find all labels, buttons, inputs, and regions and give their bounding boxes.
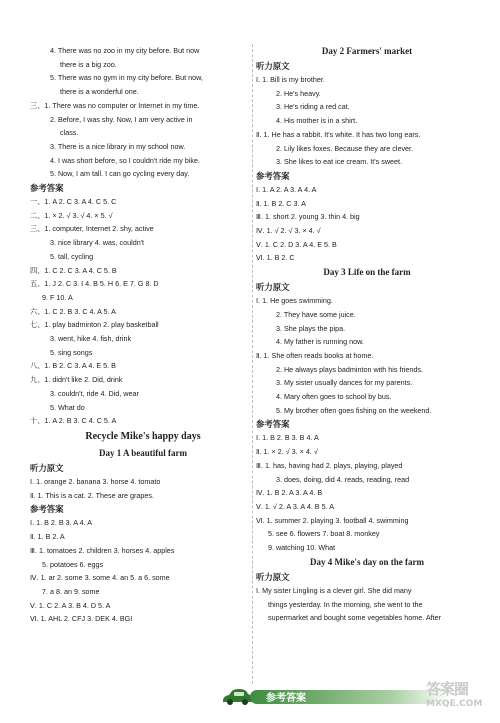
text-line: 一、1. A 2. C 3. A 4. C 5. C xyxy=(30,197,117,207)
text-line: Ⅴ. 1. C 2. A 3. B 4. D 5. A xyxy=(30,600,111,610)
day1-title: Day 1 A beautiful farm xyxy=(98,447,187,458)
text-line: 4. His mother is in a shirt. xyxy=(276,116,358,126)
text-line: 4. I was short before, so I couldn't ride my bike. xyxy=(50,155,200,165)
text-line: Ⅴ. 1. √ 2. A 3. A 4. B 5. A xyxy=(256,501,334,511)
text-line: Ⅰ. 1. B 2. B 3. B 4. A xyxy=(256,433,319,443)
watermark-bottom: MXQE.COM xyxy=(426,699,483,709)
text-line: Ⅳ. 1. ar 2. some 3. some 4. an 5. a 6. some xyxy=(30,573,170,583)
text-line: Ⅱ. 1. B 2. C 3. A xyxy=(256,198,306,208)
text-line: Ⅲ. 1. tomatoes 2. children 3. horses 4. apples xyxy=(30,545,175,555)
text-line: 八、1. B 2. C 3. A 4. E 5. B xyxy=(30,361,116,371)
text-line: Ⅵ. 1. AHL 2. CFJ 3. DEK 4. BGI xyxy=(30,614,133,624)
text-line: 2. Before, I was shy. Now, I am very active in xyxy=(50,114,193,124)
day3-listening-block xyxy=(256,294,478,417)
text-line: 九、1. didn't like 2. Did, drink xyxy=(30,375,123,385)
text-line: 4. My father is running now. xyxy=(276,337,364,347)
text-line: Ⅱ. 1. B 2. A xyxy=(30,532,65,542)
text-line: Ⅵ. 1. B 2. C xyxy=(256,253,295,263)
text-line: Ⅱ. 1. He has a rabbit. It's white. It has two long ears. xyxy=(256,129,421,139)
right-column xyxy=(256,44,478,625)
footer-label: 参考答案 xyxy=(266,693,306,704)
text-line: Ⅴ. 1. C 2. D 3. A 4. E 5. B xyxy=(256,239,337,249)
text-line: 3. does, doing, did 4. reads, reading, read xyxy=(276,474,410,484)
text-line: 3. She likes to eat ice cream. It's sweet. xyxy=(276,157,403,167)
text-line: Ⅰ. 1. B 2. B 3. A 4. A xyxy=(30,518,93,528)
text-line: 7. a 8. an 9. some xyxy=(42,586,100,596)
text-line: 2. He always plays badminton with his friends. xyxy=(276,364,424,374)
text-line: Ⅰ. 1. Bill is my brother. xyxy=(256,75,325,84)
text-line: Ⅱ. 1. This is a cat. 2. These are grapes. xyxy=(30,490,154,500)
text-line: 四、1. C 2. C 3. A 4. C 5. B xyxy=(30,265,117,275)
text-line: 2. They have some juice. xyxy=(276,309,356,319)
day4-title: Day 4 Mike's day on the farm xyxy=(310,556,424,567)
text-line: 4. There was no zoo in my city before. But now xyxy=(50,46,200,55)
text-line: 9. watching 10. What xyxy=(268,543,336,553)
text-line: things yesterday. In the morning, she went to the xyxy=(268,599,423,609)
day3-listening-heading: 听力原文 xyxy=(256,282,290,293)
answer-heading: 参考答案 xyxy=(30,504,64,515)
text-line: 五、1. J 2. C 3. I 4. B 5. H 6. E 7. G 8. D xyxy=(30,279,159,289)
text-line: 二、1. × 2. √ 3. √ 4. × 5. √ xyxy=(30,210,113,220)
text-line: 3. There is a nice library in my school now. xyxy=(50,141,186,151)
text-line: Ⅳ. 1. √ 2. √ 3. × 4. √ xyxy=(256,226,321,236)
day3-answers-block xyxy=(256,431,478,554)
text-line: 3. She plays the pipa. xyxy=(276,323,346,333)
day2-answers-block xyxy=(256,183,478,265)
day3-answer-heading: 参考答案 xyxy=(256,419,290,430)
text-line: 2. Lily likes foxes. Because they are clever. xyxy=(276,143,414,153)
left-column xyxy=(30,44,256,626)
text-line: Ⅰ. 1. He goes swimming. xyxy=(256,296,333,306)
day2-listening-heading: 听力原文 xyxy=(256,61,290,71)
text-line: 5. There was no gym in my city before. But now, xyxy=(50,73,203,83)
day1-answers-block xyxy=(30,516,256,626)
text-line: Ⅲ. 1. has, having had 2. plays, playing, played xyxy=(256,460,403,470)
text-line: there is a wonderful one. xyxy=(60,87,139,97)
text-line: 9. F 10. A xyxy=(42,292,73,302)
section-heading: 参考答案 xyxy=(30,183,64,194)
text-line: 5. Now, I am tall. I can go cycling every day. xyxy=(50,169,190,179)
car-icon xyxy=(220,688,254,706)
left-lines-block xyxy=(30,44,256,428)
text-line: 十、1. A 2. B 3. C 4. C 5. A xyxy=(30,416,117,426)
text-line: 3. My sister usually dances for my parents. xyxy=(276,378,413,388)
text-line: 5. sing songs xyxy=(50,347,93,357)
text-line: 4. Mary often goes to school by bus. xyxy=(276,392,392,402)
text-line: 三、1. There was no computer or Internet in my time. xyxy=(30,100,200,110)
text-line: 5. My brother often goes fishing on the weekend. xyxy=(276,405,432,415)
day4-listening-heading: 听力原文 xyxy=(256,571,290,582)
recycle-title: Recycle Mike's happy days xyxy=(85,430,201,442)
text-line: Ⅵ. 1. summer 2. playing 3. football 4. swimming xyxy=(256,515,409,525)
text-line: Ⅰ. 1. orange 2. banana 3. horse 4. tomato xyxy=(30,476,161,486)
text-line: Ⅱ. 1. She often reads books at home. xyxy=(256,350,374,360)
text-line: 3. He's riding a red cat. xyxy=(276,102,350,112)
day3-title: Day 3 Life on the farm xyxy=(323,267,411,278)
text-line: Ⅲ. 1. short 2. young 3. thin 4. big xyxy=(256,212,360,222)
day2-listening-block xyxy=(256,73,478,169)
text-line: Ⅱ. 1. × 2. √ 3. × 4. √ xyxy=(256,447,318,457)
text-line: 六、1. C 2. B 3. C 4. A 5. A xyxy=(30,306,116,316)
text-line: 5. potatoes 6. eggs xyxy=(42,559,104,569)
text-line: 3. couldn't, ride 4. Did, wear xyxy=(50,388,139,398)
text-line: 5. tall, cycling xyxy=(50,251,94,261)
text-line: 5. see 6. flowers 7. boat 8. monkey xyxy=(268,529,380,539)
day4-paragraph-block xyxy=(256,584,478,625)
text-line: Ⅳ. 1. B 2. A 3. A 4. B xyxy=(256,488,323,498)
watermark-top: 答案圈 xyxy=(426,680,469,698)
text-line: 2. He's heavy. xyxy=(276,88,321,98)
day2-title: Day 2 Farmers' market xyxy=(321,46,413,56)
text-line: 5. What do xyxy=(50,402,85,412)
text-line: there is a big zoo. xyxy=(60,59,117,69)
text-line: 3. nice library 4. was, couldn't xyxy=(50,238,145,248)
text-line: 七、1. play badminton 2. play basketball xyxy=(30,320,159,330)
day2-answer-heading: 参考答案 xyxy=(256,170,290,181)
watermark-logo xyxy=(426,680,496,720)
text-line: supermarket and bought some vegetables home. After xyxy=(268,613,442,623)
day1-listening-block xyxy=(30,475,256,502)
text-line: Ⅰ. 1. A 2. A 3. A 4. A xyxy=(256,184,317,194)
text-line: 三、1. computer, Internet 2. shy, active xyxy=(30,224,154,234)
text-line: Ⅰ. My sister Lingling is a clever girl. She did many xyxy=(256,585,412,595)
text-line: class. xyxy=(60,128,79,138)
text-line: 3. went, hike 4. fish, drink xyxy=(50,334,132,344)
listening-heading: 听力原文 xyxy=(30,462,64,473)
